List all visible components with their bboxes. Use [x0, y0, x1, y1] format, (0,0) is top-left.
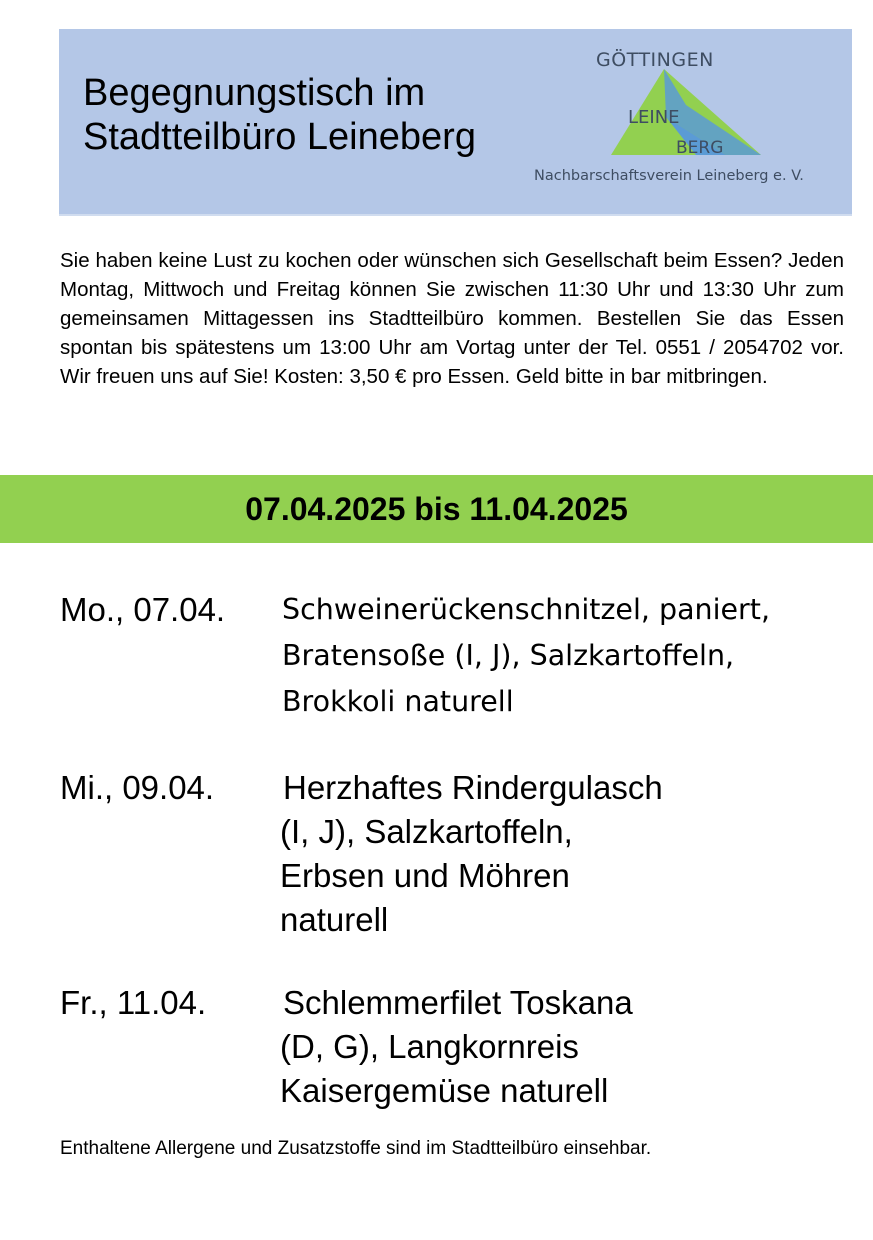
logo-text-middle: LEINE [628, 107, 680, 128]
menu-day-wednesday: Mi., 09.04. [60, 769, 215, 806]
dish-line: Kaisergemüse naturell [280, 1072, 609, 1109]
logo-text-top: GÖTTINGEN [596, 49, 714, 71]
intro-line: 11:30 Uhr und 13:30 Uhr zum gemeinsamen Mittagessen ins [60, 278, 844, 330]
dish-line: (I, J), Salzkartoffeln, [280, 813, 573, 850]
dish-line: Schlemmerfilet Toskana [283, 984, 633, 1021]
page-title [83, 71, 476, 159]
intro-line: Essen? Jeden Montag, Mittwoch und Freitag können Sie zwischen [60, 249, 844, 301]
intro-line: Stadtteilbüro kommen. Bestellen Sie das Essen spontan bis spätestens [60, 307, 845, 359]
menu-dish-monday [282, 587, 770, 725]
logo-org-name: Nachbarschaftsverein Leineberg e. V. [534, 168, 804, 184]
intro-line: Sie haben keine Lust zu kochen oder wünschen sich Gesellschaft beim [60, 249, 708, 272]
header-banner [59, 29, 852, 216]
dish-line: naturell [280, 901, 389, 938]
dish-line: Brokkoli naturell [282, 685, 514, 718]
title-line-2: Stadtteilbüro Leineberg [83, 116, 476, 158]
intro-line: uns auf Sie! Kosten: 3,50 € pro Essen. Geld bitte in bar mitbringen. [160, 365, 768, 388]
intro-line: um 13:00 Uhr am Vortag unter der Tel. 0551 / 2054702 vor. Wir freuen [60, 336, 844, 388]
dish-line: Schweinerückenschnitzel, paniert, [282, 593, 771, 626]
intro-paragraph [60, 246, 844, 391]
allergen-footnote: Enthaltene Allergene und Zusatzstoffe sind im Stadtteilbüro einsehbar. [60, 1138, 652, 1159]
dish-line: (D, G), Langkornreis [280, 1028, 579, 1065]
menu-day-friday: Fr., 11.04. [60, 984, 207, 1021]
dish-line: Herzhaftes Rindergulasch [283, 769, 663, 806]
week-range: 07.04.2025 bis 11.04.2025 [245, 491, 628, 527]
week-banner [0, 475, 873, 543]
title-line-1: Begegnungstisch im [83, 72, 426, 114]
logo [534, 41, 834, 201]
dish-line: Erbsen und Möhren [280, 857, 570, 894]
logo-text-bottom: BERG [676, 138, 724, 158]
dish-line: Bratensoße (I, J), Salzkartoffeln, [282, 639, 735, 672]
menu-dish-friday [280, 981, 633, 1113]
menu-dish-wednesday [280, 766, 663, 942]
menu-day-monday: Mo., 07.04. [60, 591, 226, 628]
